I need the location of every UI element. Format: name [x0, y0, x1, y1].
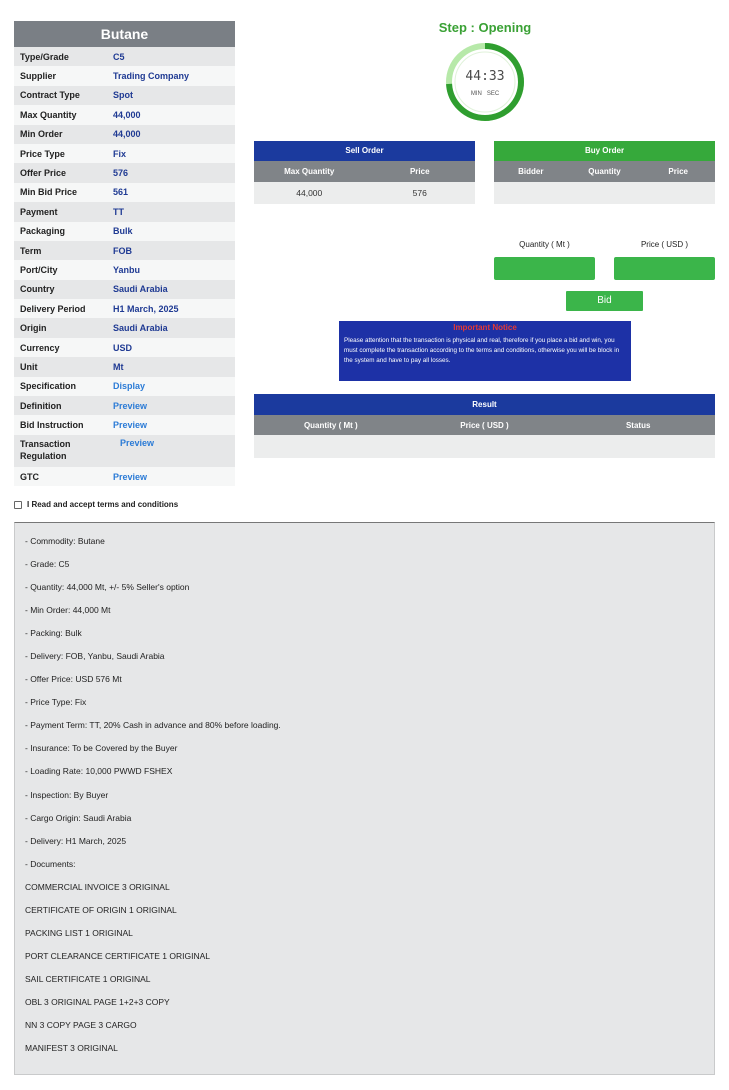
row-value: Spot [113, 90, 133, 101]
row-value: Saudi Arabia [113, 323, 168, 334]
row-max-quantity [14, 105, 235, 124]
row-key: Contract Type [20, 90, 80, 101]
row-key: Port/City [20, 264, 58, 275]
row-key: Min Bid Price [20, 187, 78, 198]
notice-text: Please attention that the transaction is physical and real, therefore if you place a bid and win, you must complete the transaction according to the terms and conditions, otherwise you will be block in the system and have to pay all losses. [344, 337, 620, 364]
row-key: Min Order [20, 129, 63, 140]
gtc-preview-link[interactable]: Preview [113, 471, 148, 482]
row-value: Mt [113, 361, 124, 372]
bid-instruction-preview-link[interactable]: Preview [113, 420, 148, 431]
row-value: Trading Company [113, 71, 190, 82]
buy-order-table [494, 141, 715, 204]
row-key: Country [20, 284, 55, 295]
row-key: Origin [20, 323, 47, 334]
row-delivery-period [14, 299, 235, 318]
step-status: Step : Opening [438, 20, 532, 35]
price-input[interactable] [614, 257, 715, 280]
important-notice [339, 321, 631, 381]
terms-label: I Read and accept terms and conditions [27, 500, 179, 509]
row-transaction-regulation [14, 435, 235, 467]
price-label: Price ( USD ) [640, 240, 689, 249]
definition-preview-link[interactable]: Preview [113, 400, 148, 411]
buy-order-title: Buy Order [494, 141, 715, 161]
buy-order-columns [494, 161, 715, 182]
description-line: - Cargo Origin: Saudi Arabia [25, 812, 132, 823]
row-min-bid-price [14, 183, 235, 202]
row-value: Bulk [113, 226, 133, 237]
column-header: Price [409, 167, 430, 176]
countdown-timer [445, 42, 525, 122]
description-line: - Commodity: Butane [25, 536, 105, 546]
row-country [14, 280, 235, 299]
description-line: PORT CLEARANCE CERTIFICATE 1 ORIGINAL [25, 950, 210, 961]
description-line: SAIL CERTIFICATE 1 ORIGINAL [25, 973, 151, 984]
row-key: Currency [20, 342, 60, 353]
timer-units [445, 91, 525, 97]
row-gtc [14, 467, 235, 486]
row-packaging [14, 222, 235, 241]
row-key: Type/Grade [20, 51, 69, 62]
timer-sec-label: SEC [486, 91, 500, 97]
description-line: NN 3 COPY PAGE 3 CARGO [25, 1019, 137, 1030]
row-offer-price [14, 163, 235, 182]
result-title: Result [254, 394, 715, 415]
description-line: - Documents: [25, 858, 76, 869]
row-supplier [14, 66, 235, 85]
row-specification [14, 377, 235, 396]
product-details-table [14, 21, 235, 486]
terms-acceptance[interactable] [14, 500, 178, 509]
row-key: Definition [20, 400, 62, 411]
row-key: Unit [20, 361, 38, 372]
row-contract-type [14, 86, 235, 105]
column-header: Quantity ( Mt ) [303, 420, 358, 430]
result-columns [254, 415, 715, 435]
row-key: Delivery Period [20, 303, 86, 314]
result-table [254, 394, 715, 458]
row-value: Fix [113, 148, 127, 159]
row-value: 44,000 [113, 129, 141, 140]
sell-order-title: Sell Order [254, 141, 475, 161]
transaction-regulation-preview-link[interactable]: Preview [120, 437, 155, 448]
product-title: Butane [14, 21, 235, 47]
row-value: 44,000 [113, 109, 141, 120]
row-bid-instruction [14, 415, 235, 434]
row-value: 561 [113, 187, 129, 198]
row-value: FOB [113, 245, 132, 256]
bid-button[interactable]: Bid [566, 291, 643, 311]
column-header: Status [625, 420, 651, 430]
row-key: Payment [20, 206, 58, 217]
row-value: 576 [113, 168, 129, 179]
row-price-type [14, 144, 235, 163]
row-payment [14, 202, 235, 221]
description-line: CERTIFICATE OF ORIGIN 1 ORIGINAL [25, 904, 177, 915]
description-line: - Insurance: To be Covered by the Buyer [25, 743, 178, 754]
column-header: Price ( USD ) [460, 420, 509, 430]
row-value: H1 March, 2025 [113, 303, 179, 314]
description-line: - Delivery: FOB, Yanbu, Saudi Arabia [25, 651, 165, 662]
row-type-grade [14, 47, 235, 66]
empty-row [254, 435, 715, 458]
table-row [254, 182, 475, 204]
description-line: - Grade: C5 [25, 559, 70, 570]
specification-display-link[interactable]: Display [113, 381, 146, 392]
description-line: MANIFEST 3 ORIGINAL [25, 1043, 118, 1054]
row-definition [14, 396, 235, 415]
description-line: - Delivery: H1 March, 2025 [25, 835, 127, 846]
row-key: GTC [20, 471, 39, 482]
description-line: - Inspection: By Buyer [25, 789, 109, 800]
description-line: PACKING LIST 1 ORIGINAL [25, 927, 133, 938]
quantity-label: Quantity ( Mt ) [519, 240, 570, 249]
column-header: Price [668, 167, 688, 176]
row-term [14, 241, 235, 260]
terms-checkbox[interactable] [14, 501, 22, 509]
row-unit [14, 357, 235, 376]
row-key: Bid Instruction [20, 420, 84, 431]
row-key: Max Quantity [20, 109, 77, 120]
sell-order-table [254, 141, 475, 204]
description-line: OBL 3 ORIGINAL PAGE 1+2+3 COPY [25, 996, 170, 1007]
row-value: Yanbu [113, 264, 141, 275]
quantity-input[interactable] [494, 257, 595, 280]
timer-value: 44:33 [465, 69, 505, 84]
description-line: - Payment Term: TT, 20% Cash in advance and 80% before loading. [25, 720, 281, 731]
row-value: TT [113, 206, 124, 217]
row-key: Packaging [20, 226, 66, 237]
row-key: Supplier [20, 71, 57, 82]
row-value: Saudi Arabia [113, 284, 168, 295]
description-line: COMMERCIAL INVOICE 3 ORIGINAL [25, 881, 170, 892]
description-line: - Loading Rate: 10,000 PWWD FSHEX [25, 766, 173, 777]
row-min-order [14, 125, 235, 144]
column-header: Bidder [518, 167, 544, 176]
description-line: - Quantity: 44,000 Mt, +/- 5% Seller's option [25, 582, 190, 593]
row-key: Specification [20, 381, 77, 392]
description-line: - Offer Price: USD 576 Mt [25, 674, 122, 685]
row-currency [14, 338, 235, 357]
row-key: Price Type [20, 148, 65, 159]
row-origin [14, 318, 235, 337]
terms-description [14, 522, 715, 1075]
cell-price: 576 [412, 188, 427, 198]
column-header: Quantity [588, 167, 621, 176]
row-value: C5 [113, 51, 125, 62]
row-key: Offer Price [20, 168, 67, 179]
description-line: - Min Order: 44,000 Mt [25, 605, 111, 616]
description-line: - Price Type: Fix [25, 697, 87, 708]
row-key: Term [20, 245, 42, 256]
empty-row [494, 182, 715, 204]
sell-order-columns [254, 161, 475, 182]
row-value: USD [113, 342, 133, 353]
description-line: - Packing: Bulk [25, 628, 82, 639]
column-header: Max Quantity [284, 167, 335, 176]
notice-title: Important Notice [453, 323, 517, 332]
timer-min-label: MIN [470, 91, 482, 97]
row-port-city [14, 260, 235, 279]
product-rows [14, 47, 235, 486]
cell-max-quantity: 44,000 [296, 188, 323, 198]
row-key: Transaction Regulation [20, 438, 71, 461]
